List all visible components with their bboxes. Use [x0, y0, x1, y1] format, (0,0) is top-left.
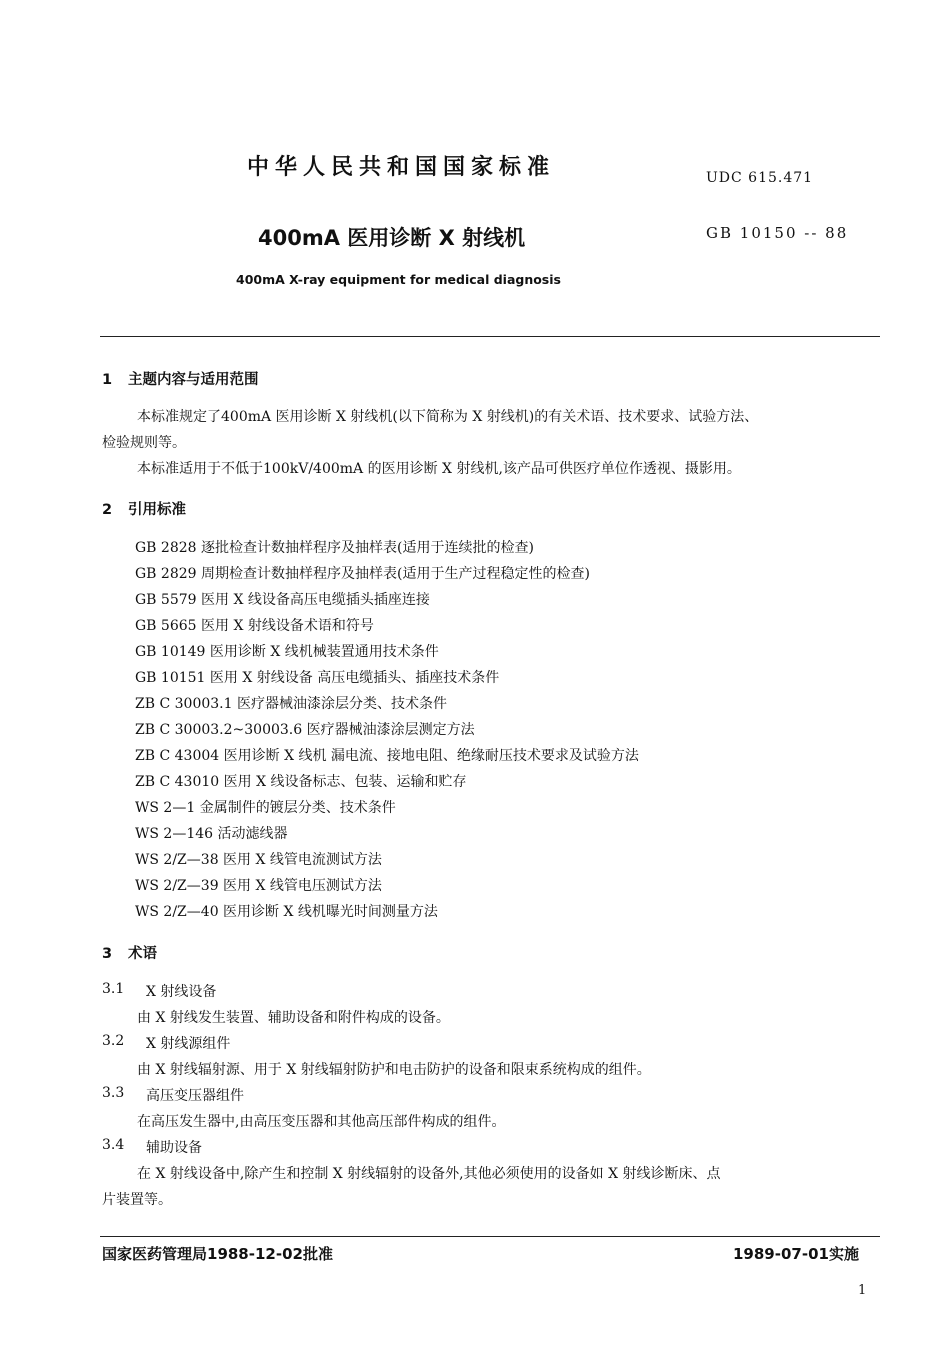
term-definition-continuation: 片装置等。 [102, 1192, 172, 1208]
reference-item: GB 2828 逐批检查计数抽样程序及抽样表(适用于连续批的检查) [135, 540, 534, 556]
english-title: 400mA X-ray equipment for medical diagnosis [236, 272, 561, 287]
standard-title: 400mA 医用诊断 X 射线机 [258, 226, 526, 250]
section-1-heading [102, 368, 259, 389]
approval-line: 国家医药管理局1988-12-02批准 [102, 1245, 333, 1263]
section-title: 术语 [128, 946, 157, 962]
footer-divider [100, 1236, 880, 1237]
national-standard-heading: 中华人民共和国国家标准 [247, 155, 556, 180]
reference-item: GB 2829 周期检查计数抽样程序及抽样表(适用于生产过程稳定性的检查) [135, 566, 590, 582]
section-1-paragraph-1-line-2: 检验规则等。 [102, 435, 186, 451]
reference-item: GB 5665 医用 X 射线设备术语和符号 [135, 618, 374, 634]
section-number: 1 [102, 372, 113, 388]
term-definition: 由 X 射线发生装置、辅助设备和附件构成的设备。 [137, 1010, 450, 1026]
section-title: 引用标准 [128, 502, 186, 518]
term-label: X 射线设备 [146, 984, 217, 1000]
page-number: 1 [858, 1283, 867, 1298]
reference-item: GB 10151 医用 X 射线设备 高压电缆插头、插座技术条件 [135, 670, 500, 686]
reference-item: GB 5579 医用 X 线设备高压电缆插头插座连接 [135, 592, 430, 608]
term-definition: 在高压发生器中,由高压变压器和其他高压部件构成的组件。 [137, 1114, 506, 1130]
term-label: 高压变压器组件 [146, 1088, 244, 1104]
reference-item: GB 10149 医用诊断 X 线机械装置通用技术条件 [135, 644, 439, 660]
reference-item: WS 2/Z—38 医用 X 线管电流测试方法 [135, 852, 382, 868]
section-1-paragraph-2: 本标准适用于不低于100kV/400mA 的医用诊断 X 射线机,该产品可供医疗单位作透视、摄影用。 [137, 461, 741, 477]
reference-item: WS 2—146 活动滤线器 [135, 826, 288, 842]
section-number: 3 [102, 946, 113, 962]
section-title: 主题内容与适用范围 [128, 372, 259, 388]
section-2-heading [102, 498, 186, 519]
term-number: 3.1 [102, 981, 125, 997]
term-label: X 射线源组件 [146, 1036, 231, 1052]
section-number: 2 [102, 502, 113, 518]
reference-item: ZB C 43004 医用诊断 X 线机 漏电流、接地电阻、绝缘耐压技术要求及试验方法 [135, 748, 639, 764]
section-1-paragraph-1-line-1: 本标准规定了400mA 医用诊断 X 射线机(以下简称为 X 射线机)的有关术语、技术要求、试验方法、 [137, 409, 759, 425]
term-label: 辅助设备 [146, 1140, 202, 1156]
term-number: 3.2 [102, 1033, 125, 1049]
reference-item: WS 2/Z—39 医用 X 线管电压测试方法 [135, 878, 382, 894]
reference-item: ZB C 30003.2~30003.6 医疗器械油漆涂层测定方法 [135, 722, 475, 738]
term-definition: 由 X 射线辐射源、用于 X 射线辐射防护和电击防护的设备和限束系统构成的组件。 [137, 1062, 651, 1078]
reference-item: ZB C 43010 医用 X 线设备标志、包装、运输和贮存 [135, 774, 467, 790]
section-3-heading [102, 942, 157, 963]
udc-code: UDC 615.471 [706, 170, 814, 186]
reference-item: WS 2/Z—40 医用诊断 X 线机曝光时间测量方法 [135, 904, 438, 920]
gb-code: GB 10150 -- 88 [706, 224, 849, 242]
term-number: 3.4 [102, 1137, 125, 1153]
reference-item: WS 2—1 金属制件的镀层分类、技术条件 [135, 800, 396, 816]
reference-item: ZB C 30003.1 医疗器械油漆涂层分类、技术条件 [135, 696, 447, 712]
implementation-date: 1989-07-01实施 [733, 1245, 859, 1263]
term-number: 3.3 [102, 1085, 125, 1101]
header-divider [100, 336, 880, 337]
term-definition: 在 X 射线设备中,除产生和控制 X 射线辐射的设备外,其他必须使用的设备如 X 射线诊断床、点 [137, 1166, 721, 1182]
